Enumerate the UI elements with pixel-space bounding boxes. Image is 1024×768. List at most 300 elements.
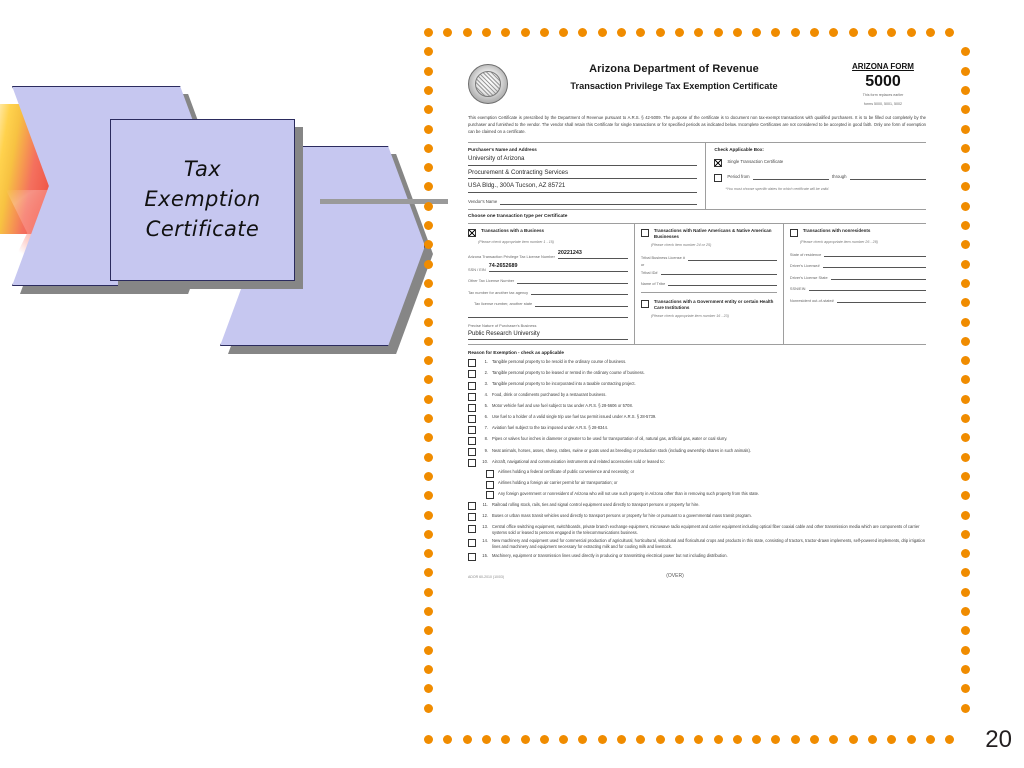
border-dot bbox=[424, 125, 433, 134]
tribal-license-field[interactable] bbox=[641, 254, 777, 261]
border-dot bbox=[771, 28, 780, 37]
license-field[interactable] bbox=[468, 250, 628, 259]
government-row[interactable] bbox=[641, 299, 777, 311]
border-dot bbox=[598, 28, 607, 37]
other-agency-blank[interactable] bbox=[531, 288, 628, 295]
border-dot bbox=[961, 472, 970, 481]
state-residence-label: State of residence bbox=[789, 251, 822, 257]
tribal-id-blank[interactable] bbox=[661, 268, 777, 275]
reason-item[interactable] bbox=[468, 381, 926, 390]
state-residence-field[interactable] bbox=[790, 250, 926, 257]
form-title: Transaction Privilege Tax Exemption Certificate bbox=[570, 80, 778, 91]
border-dot bbox=[961, 337, 970, 346]
other-agency-label: Tax number for another tax agency bbox=[468, 289, 529, 295]
other-license-blank[interactable] bbox=[517, 277, 628, 284]
tribe-name-field[interactable] bbox=[641, 279, 777, 286]
border-dot bbox=[424, 47, 433, 56]
border-dot bbox=[636, 735, 645, 744]
border-dot bbox=[656, 735, 665, 744]
border-dot bbox=[424, 318, 433, 327]
reason-sub-checkbox[interactable] bbox=[486, 481, 494, 489]
purchaser-label: Purchaser's Name and Address bbox=[468, 146, 537, 152]
reason-number: 5. bbox=[484, 403, 488, 409]
reason-item[interactable] bbox=[468, 524, 926, 536]
reason-text: Neat animals, horses, asses, sheep, ratites, swine or goats used as breeding or production stock (including ownership shares in such animals). bbox=[492, 447, 751, 453]
border-dot bbox=[961, 279, 970, 288]
reason-text: Railroad rolling stock, rails, ties and signal control equipment used directly to transport persons or property for hire. bbox=[492, 501, 700, 507]
tribal-id-field[interactable] bbox=[641, 268, 777, 275]
reason-item[interactable] bbox=[468, 392, 926, 401]
reason-number: 2. bbox=[484, 369, 488, 375]
border-dot bbox=[540, 28, 549, 37]
border-dot bbox=[961, 491, 970, 500]
reason-text: Aircraft, navigational and communication instruments and related accessories sold or leased to: bbox=[492, 458, 665, 464]
reason-checkbox[interactable] bbox=[468, 437, 476, 445]
nonresident-title: Transactions with nonresidents bbox=[802, 228, 871, 234]
form-replaces-note-2: forms 5000, 5001, 5002 bbox=[864, 101, 902, 106]
border-dot bbox=[424, 433, 433, 442]
form-number: 5000 bbox=[865, 72, 901, 90]
nonresident-ssn-label: SSN/EIN bbox=[789, 286, 806, 292]
border-dot bbox=[598, 735, 607, 744]
border-dot bbox=[961, 67, 970, 76]
label-plate-face bbox=[110, 119, 295, 281]
border-dot bbox=[961, 395, 970, 404]
business-desc-label: Precise Nature of Purchaser's Business bbox=[468, 323, 537, 329]
reason-text: Tangible personal property to be leased or rented in the ordinary course of business. bbox=[492, 369, 645, 375]
form-header bbox=[454, 46, 940, 107]
border-dot bbox=[424, 453, 433, 462]
tribal-id-label: Tribal ID# bbox=[640, 269, 658, 275]
reason-number: 4. bbox=[484, 392, 488, 398]
reason-number: 7. bbox=[484, 425, 488, 431]
reason-number: 15. bbox=[482, 552, 488, 558]
border-dot bbox=[636, 28, 645, 37]
over-label: (OVER) bbox=[666, 573, 684, 580]
border-dot bbox=[424, 568, 433, 577]
period-checkbox[interactable] bbox=[714, 174, 722, 182]
banner-title-line-1: Tax bbox=[183, 157, 222, 182]
border-dot bbox=[424, 491, 433, 500]
border-dot bbox=[907, 28, 916, 37]
other-agency-field[interactable] bbox=[468, 288, 628, 295]
banner-title bbox=[144, 155, 260, 244]
border-dot bbox=[810, 28, 819, 37]
transaction-type-section bbox=[454, 224, 940, 343]
purchaser-address-value: USA Bldg., 300A Tucson, AZ 85721 bbox=[468, 179, 697, 192]
border-dot bbox=[521, 735, 530, 744]
border-dot bbox=[675, 28, 684, 37]
reason-item[interactable] bbox=[468, 359, 926, 368]
border-dot bbox=[791, 28, 800, 37]
border-dot bbox=[424, 356, 433, 365]
border-dot bbox=[501, 735, 510, 744]
border-dot bbox=[887, 735, 896, 744]
drivers-license-field[interactable] bbox=[790, 261, 926, 268]
banner-graphic-group bbox=[0, 86, 420, 306]
border-dot bbox=[849, 735, 858, 744]
border-dot bbox=[810, 735, 819, 744]
government-subnote: (Please check appropriate item number 16 - 23) bbox=[650, 314, 729, 319]
reason-number: 10. bbox=[482, 458, 488, 464]
period-through-blank[interactable] bbox=[850, 173, 926, 180]
period-from-blank[interactable] bbox=[753, 173, 829, 180]
border-dot bbox=[961, 626, 970, 635]
reason-item[interactable] bbox=[468, 538, 926, 550]
border-dot bbox=[463, 735, 472, 744]
out-of-state-label: Nonresident out-of-state# bbox=[789, 297, 834, 303]
nonresident-ssn-field[interactable] bbox=[790, 284, 926, 291]
form-agency-name: Arizona Department of Revenue bbox=[589, 63, 759, 75]
reasons-section bbox=[454, 345, 940, 562]
reason-sub-item[interactable] bbox=[486, 491, 926, 500]
border-dot bbox=[559, 735, 568, 744]
reason-item[interactable] bbox=[468, 403, 926, 412]
reason-number: 6. bbox=[484, 414, 488, 420]
reason-number: 8. bbox=[484, 436, 488, 442]
reason-number: 3. bbox=[484, 381, 488, 386]
reason-item[interactable] bbox=[468, 370, 926, 379]
drivers-license-label: Driver's License# bbox=[789, 263, 820, 269]
border-dot bbox=[424, 144, 433, 153]
tribal-license-label: Tribal Business License # bbox=[640, 255, 686, 261]
state-residence-blank[interactable] bbox=[824, 250, 926, 257]
border-dot bbox=[961, 163, 970, 172]
reason-checkbox[interactable] bbox=[468, 370, 476, 378]
border-dot bbox=[868, 28, 877, 37]
out-of-state-blank[interactable] bbox=[837, 296, 926, 303]
reason-checkbox[interactable] bbox=[468, 415, 476, 423]
ssn-ein-label: SSN / EIN bbox=[468, 266, 486, 272]
border-dot bbox=[694, 735, 703, 744]
reason-text: New machinery and equipment used for commercial production of agricultural, horticultural, viticultural and floricultural crops and products in this state, consisting of tractors, tractor-drawn implements, self-powered implements, drip irrigation lines and machinery and equipment necessary for extracting milk and for cooling milk and livestock. bbox=[492, 538, 925, 550]
period-through-label: through bbox=[831, 174, 847, 180]
other-license-field[interactable] bbox=[468, 277, 628, 284]
form-intro-paragraph: This exemption Certificate is prescribed by the Department of Revenue pursuant to A.R.S. § 42-5009. The purpose of the certificate is to document non tax-exempt transactions with qualified purchasers. It is to be filled out completely by the purchaser and furnished to the vendor. The vendor shall retain this Certificate for single transactions or for specified periods as indicated below. Incomplete Certificates are not considered to be accepted in good faith. Only one form of exemption can be claimed on a certificate. bbox=[468, 115, 926, 134]
border-dot bbox=[961, 144, 970, 153]
border-dot bbox=[424, 163, 433, 172]
drivers-license-blank[interactable] bbox=[823, 261, 926, 268]
reason-text: Machinery, equipment or transmission lines used directly in producing or transmitting electrical power but not including distribution. bbox=[492, 552, 728, 558]
border-dot bbox=[961, 530, 970, 539]
reason-number: 1. bbox=[484, 358, 488, 364]
reason-number: 13. bbox=[482, 524, 488, 529]
other-state-license-label: Tax license number, another state bbox=[474, 301, 533, 307]
border-dot bbox=[961, 511, 970, 520]
other-state-license-field[interactable] bbox=[474, 300, 628, 307]
form-footer bbox=[454, 561, 940, 588]
period-from-label: Period from bbox=[727, 174, 750, 180]
border-dot bbox=[424, 298, 433, 307]
border-dot bbox=[791, 735, 800, 744]
border-dot bbox=[482, 28, 491, 37]
tribe-name-blank[interactable] bbox=[668, 279, 777, 286]
form-header-center bbox=[508, 62, 840, 92]
border-dot bbox=[694, 28, 703, 37]
border-dot bbox=[961, 453, 970, 462]
border-dot bbox=[961, 375, 970, 384]
border-dot bbox=[961, 182, 970, 191]
reason-checkbox[interactable] bbox=[468, 404, 476, 412]
business-row[interactable] bbox=[468, 228, 628, 237]
reason-item[interactable] bbox=[468, 436, 926, 445]
native-or-label-row bbox=[641, 262, 777, 267]
border-dot bbox=[961, 588, 970, 597]
border-dot bbox=[424, 549, 433, 558]
reason-text: Use fuel to a holder of a valid single trip use fuel tax permit issued under A.R.S. § 28-5739. bbox=[492, 414, 657, 420]
period-row[interactable] bbox=[714, 173, 926, 182]
border-dot bbox=[424, 684, 433, 693]
border-dot bbox=[482, 735, 491, 744]
reason-text: Motor vehicle fuel and use fuel subject to tax under A.R.S. § 28-5606 or 5708. bbox=[492, 403, 633, 409]
border-dot bbox=[961, 414, 970, 423]
border-dot bbox=[424, 202, 433, 211]
border-dot bbox=[443, 735, 452, 744]
government-checkbox[interactable] bbox=[641, 300, 649, 308]
border-dot bbox=[961, 318, 970, 327]
reason-checkbox[interactable] bbox=[468, 513, 476, 521]
nonresident-subnote: (Please check appropriate item number 26 - 28) bbox=[799, 239, 879, 244]
native-or-label: or bbox=[640, 261, 645, 267]
border-dot bbox=[424, 735, 433, 744]
reason-sub-item[interactable] bbox=[486, 469, 926, 478]
border-dot bbox=[424, 28, 433, 37]
reason-number: 12. bbox=[482, 512, 488, 518]
border-dot bbox=[849, 28, 858, 37]
reason-sub-item[interactable] bbox=[486, 480, 926, 489]
border-dot bbox=[424, 105, 433, 114]
reason-checkbox[interactable] bbox=[468, 459, 476, 467]
border-dot bbox=[617, 28, 626, 37]
purchaser-block bbox=[468, 143, 706, 209]
nonresident-row[interactable] bbox=[790, 228, 926, 237]
drivers-license-state-label: Driver's License State bbox=[789, 274, 828, 280]
form-code: ADOR 60-2010 (10/03) bbox=[468, 575, 504, 580]
border-dot bbox=[540, 735, 549, 744]
reason-checkbox[interactable] bbox=[468, 525, 476, 533]
reason-text: Food, drink or condiments purchased by a restaurant business. bbox=[492, 392, 607, 398]
ssn-ein-value[interactable]: 74-2652689 bbox=[489, 263, 628, 272]
border-dot bbox=[424, 86, 433, 95]
border-dot bbox=[424, 607, 433, 616]
border-dot bbox=[829, 28, 838, 37]
nonresident-checkbox[interactable] bbox=[790, 229, 798, 237]
border-dot bbox=[926, 28, 935, 37]
reason-text: Aviation fuel subject to the tax imposed under A.R.S. § 28-8344. bbox=[492, 425, 608, 431]
border-dot bbox=[501, 28, 510, 37]
tribe-name-label: Name of Tribe bbox=[640, 281, 666, 287]
out-of-state-field[interactable] bbox=[790, 296, 926, 303]
license-value[interactable]: 20221243 bbox=[558, 250, 628, 259]
license-label: Arizona Transaction Privilege Tax License Number bbox=[468, 253, 555, 259]
border-dot bbox=[868, 735, 877, 744]
reason-checkbox[interactable] bbox=[468, 448, 476, 456]
border-dot bbox=[961, 260, 970, 269]
border-dot bbox=[961, 684, 970, 693]
border-dot bbox=[424, 530, 433, 539]
border-dot bbox=[675, 735, 684, 744]
reason-item[interactable] bbox=[468, 414, 926, 423]
border-dot bbox=[578, 735, 587, 744]
border-dot bbox=[578, 28, 587, 37]
reason-number: 14. bbox=[482, 538, 488, 544]
native-checkbox[interactable] bbox=[641, 229, 649, 237]
government-title: Transactions with a Government entity or certain Health Care Institutions bbox=[653, 299, 774, 311]
reason-10-sublist bbox=[486, 469, 926, 499]
transaction-native-government-block bbox=[635, 224, 784, 343]
business-desc-field[interactable] bbox=[468, 323, 628, 340]
reasons-header: Reason for Exemption - check as applicable bbox=[468, 349, 564, 355]
border-dot bbox=[752, 735, 761, 744]
vendor-name-field[interactable] bbox=[468, 197, 697, 205]
border-dot bbox=[961, 549, 970, 558]
border-dot bbox=[961, 202, 970, 211]
transaction-nonresident-block bbox=[784, 224, 926, 343]
reason-text: Buses or urban mass transit vehicles used directly to transport persons or property for hire or pursuant to a governmental mass transit program. bbox=[492, 512, 752, 518]
drivers-license-state-field[interactable] bbox=[790, 273, 926, 280]
border-dot bbox=[961, 298, 970, 307]
border-dot bbox=[961, 433, 970, 442]
reason-checkbox[interactable] bbox=[468, 359, 476, 367]
spacer-blank bbox=[468, 311, 628, 318]
border-dot bbox=[945, 28, 954, 37]
single-transaction-row[interactable] bbox=[714, 159, 926, 168]
border-dot bbox=[961, 646, 970, 655]
reason-item[interactable] bbox=[468, 513, 926, 522]
reason-sub-text: Any foreign government or nonresident of Arizona who will not use such property in Arizona other than in removing such property from this state. bbox=[498, 490, 759, 496]
reason-checkbox[interactable] bbox=[468, 553, 476, 561]
reason-checkbox[interactable] bbox=[468, 502, 476, 510]
other-state-license-blank[interactable] bbox=[535, 300, 628, 307]
native-row[interactable] bbox=[641, 228, 777, 240]
border-dot bbox=[424, 279, 433, 288]
dotted-frame bbox=[424, 28, 970, 744]
reason-sub-checkbox[interactable] bbox=[486, 470, 494, 478]
reason-sub-text: Airlines holding a federal certificate of public convenience and necessity; or bbox=[498, 469, 635, 475]
border-dot bbox=[961, 47, 970, 56]
purchaser-section bbox=[454, 143, 940, 209]
reason-checkbox[interactable] bbox=[468, 539, 476, 547]
other-license-label: Other Tax License Number bbox=[468, 278, 515, 284]
border-dot bbox=[424, 414, 433, 423]
applicable-box-note: *You must choose specific dates for which certificate will be valid. bbox=[725, 186, 830, 191]
border-dot bbox=[752, 28, 761, 37]
border-dot bbox=[714, 735, 723, 744]
border-dot bbox=[961, 125, 970, 134]
border-dot bbox=[463, 28, 472, 37]
form-label: ARIZONA FORM bbox=[852, 62, 914, 71]
purchaser-name-value: University of Arizona bbox=[468, 153, 697, 166]
border-dot bbox=[424, 665, 433, 674]
border-dot bbox=[829, 735, 838, 744]
applicable-box-label: Check Applicable Box: bbox=[714, 146, 764, 152]
transaction-type-header: Choose one transaction type per Certificate bbox=[468, 213, 568, 219]
border-dot bbox=[424, 182, 433, 191]
border-dot bbox=[961, 86, 970, 95]
border-dot bbox=[961, 356, 970, 365]
native-subnote: (Please check item number 24 or 25) bbox=[650, 243, 712, 248]
arizona-state-seal-icon bbox=[468, 64, 508, 104]
single-transaction-checkbox[interactable] bbox=[714, 159, 722, 167]
reason-item[interactable] bbox=[468, 502, 926, 511]
drivers-license-state-blank[interactable] bbox=[831, 273, 926, 280]
single-transaction-label: Single Transaction Certificate bbox=[727, 158, 784, 164]
transaction-business-block bbox=[468, 224, 635, 343]
border-dot bbox=[714, 28, 723, 37]
reason-item[interactable] bbox=[468, 425, 926, 434]
business-subnote: (Please check appropriate item number 1 - 15) bbox=[478, 239, 555, 244]
business-desc-value[interactable]: Public Research University bbox=[468, 330, 628, 340]
purchaser-dept-value: Procurement & Contracting Services bbox=[468, 166, 697, 179]
reason-text: Pipes or valves four inches in diameter or greater to be used for transportation of oil, natural gas, artificial gas, water or coal slurry. bbox=[492, 436, 728, 442]
form-number-block bbox=[840, 62, 926, 107]
border-dot bbox=[424, 704, 433, 713]
reason-number: 9. bbox=[484, 447, 488, 453]
border-dot bbox=[424, 240, 433, 249]
border-dot bbox=[926, 735, 935, 744]
border-dot bbox=[961, 568, 970, 577]
border-dot bbox=[559, 28, 568, 37]
border-dot bbox=[961, 240, 970, 249]
reason-item[interactable] bbox=[468, 553, 926, 562]
reason-text: Tangible personal property to be incorporated into a taxable contracting project. bbox=[492, 381, 636, 386]
border-dot bbox=[887, 28, 896, 37]
applicable-box-block bbox=[706, 143, 926, 209]
border-dot bbox=[424, 260, 433, 269]
ssn-ein-field[interactable] bbox=[468, 263, 628, 272]
border-dot bbox=[424, 472, 433, 481]
reason-item[interactable] bbox=[468, 459, 926, 468]
reason-checkbox[interactable] bbox=[468, 426, 476, 434]
vendor-name-blank[interactable] bbox=[500, 197, 697, 205]
border-dot bbox=[424, 221, 433, 230]
spacer-line-field bbox=[468, 311, 628, 318]
form-document bbox=[454, 46, 940, 728]
banner-title-line-2: Exemption bbox=[144, 187, 261, 212]
border-dot bbox=[945, 735, 954, 744]
border-dot bbox=[961, 105, 970, 114]
banner-title-line-3: Certificate bbox=[145, 216, 260, 241]
border-dot bbox=[424, 626, 433, 635]
reason-text: Tangible personal property to be resold in the ordinary course of business. bbox=[492, 358, 627, 364]
reason-sub-text: Airlines holding a foreign air carrier permit for air transportation; or bbox=[498, 480, 618, 486]
border-dot bbox=[733, 28, 742, 37]
native-title: Transactions with Native Americans & Native American Businesses bbox=[653, 228, 772, 240]
border-dot bbox=[424, 395, 433, 404]
vendor-name-label: Vendor's Name bbox=[468, 198, 498, 204]
border-dot bbox=[521, 28, 530, 37]
slide-page-number: 20 bbox=[985, 726, 1012, 753]
border-dot bbox=[617, 735, 626, 744]
divider-native-gov bbox=[641, 292, 777, 293]
reason-number: 11. bbox=[482, 501, 488, 507]
business-title: Transactions with a Business bbox=[481, 228, 545, 234]
reasons-list bbox=[468, 359, 926, 562]
nonresident-ssn-blank[interactable] bbox=[809, 284, 927, 291]
border-dot bbox=[443, 28, 452, 37]
banner-label-plate bbox=[110, 119, 295, 281]
tribal-license-blank[interactable] bbox=[688, 254, 777, 261]
reason-sub-checkbox[interactable] bbox=[486, 491, 494, 499]
border-dot bbox=[424, 646, 433, 655]
border-dot bbox=[424, 588, 433, 597]
reason-checkbox[interactable] bbox=[468, 393, 476, 401]
reason-item[interactable] bbox=[468, 448, 926, 457]
border-dot bbox=[424, 375, 433, 384]
business-checkbox[interactable] bbox=[468, 229, 476, 237]
reason-checkbox[interactable] bbox=[468, 382, 476, 390]
border-dot bbox=[961, 665, 970, 674]
